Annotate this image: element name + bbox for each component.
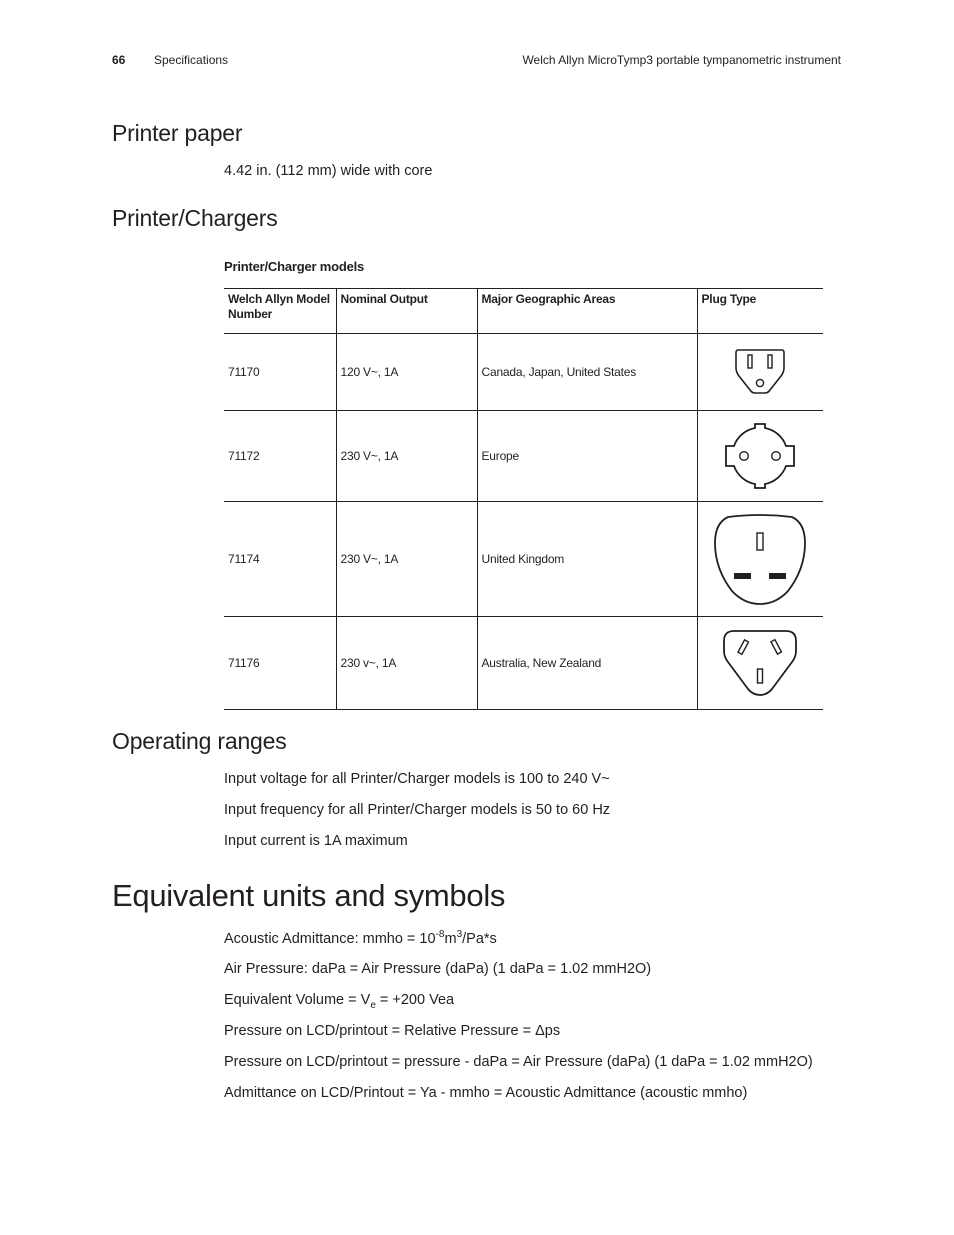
units-line: Pressure on LCD/printout = Relative Pressure = Δps	[224, 1023, 561, 1039]
model-number-cell: 71174	[224, 502, 336, 617]
acoustic-admittance-line	[224, 929, 497, 947]
table-row	[224, 617, 823, 710]
printer-paper-text: 4.42 in. (112 mm) wide with core	[224, 163, 433, 179]
operating-range-line: Input current is 1A maximum	[224, 833, 408, 849]
australia-plug-icon	[720, 627, 800, 699]
nominal-output-cell: 230 v~, 1A	[336, 617, 477, 710]
acoustic-admittance-suffix: /Pa*s	[462, 930, 497, 947]
europe-plug-icon	[719, 420, 801, 492]
plug-type-cell	[697, 617, 823, 710]
units-line: Admittance on LCD/Printout = Ya - mmho = Acoustic Admittance (acoustic mmho)	[224, 1085, 748, 1101]
running-document-title: Welch Allyn MicroTymp3 portable tympanometric instrument	[522, 53, 841, 67]
column-header: Major Geographic Areas	[477, 289, 697, 334]
equivalent-volume-suffix: = +200 Vea	[375, 992, 455, 1008]
acoustic-admittance-prefix: Acoustic Admittance: mmho = 10	[224, 930, 436, 947]
heading-printer-chargers: Printer/Chargers	[112, 205, 278, 231]
table-row	[224, 334, 823, 411]
table-header-row	[224, 289, 823, 334]
table-row	[224, 411, 823, 502]
model-number-cell: 71172	[224, 411, 336, 502]
running-section-title: Specifications	[154, 53, 229, 67]
heading-equivalent-units: Equivalent units and symbols	[112, 878, 506, 913]
exponent: -8	[435, 929, 445, 940]
table-row	[224, 502, 823, 617]
subscript: e	[370, 999, 376, 1011]
exponent: 3	[456, 929, 463, 940]
table-caption: Printer/Charger models	[224, 259, 365, 274]
equivalent-volume-line	[224, 992, 454, 1011]
heading-operating-ranges: Operating ranges	[112, 728, 287, 754]
geographic-areas-cell: United Kingdom	[477, 502, 697, 617]
geographic-areas-cell: Australia, New Zealand	[477, 617, 697, 710]
plug-type-cell	[697, 334, 823, 411]
plug-type-cell	[697, 411, 823, 502]
nominal-output-cell: 230 V~, 1A	[336, 411, 477, 502]
unit-m: m	[444, 930, 457, 947]
air-pressure-line: Air Pressure: daPa = Air Pressure (daPa) (1 daPa = 1.02 mmH2O)	[224, 961, 652, 977]
geographic-areas-cell: Canada, Japan, United States	[477, 334, 697, 411]
column-header: Plug Type	[697, 289, 823, 334]
heading-printer-paper: Printer paper	[112, 120, 243, 146]
plug-type-cell	[697, 502, 823, 617]
operating-range-line: Input voltage for all Printer/Charger models is 100 to 240 V~	[224, 771, 610, 787]
operating-range-line: Input frequency for all Printer/Charger models is 50 to 60 Hz	[224, 802, 611, 818]
equivalent-volume-prefix: Equivalent Volume = V	[224, 992, 371, 1008]
column-header: Nominal Output	[336, 289, 477, 334]
uk-plug-icon	[712, 511, 808, 607]
us-plug-icon	[732, 346, 788, 398]
nominal-output-cell: 120 V~, 1A	[336, 334, 477, 411]
nominal-output-cell: 230 V~, 1A	[336, 502, 477, 617]
model-number-cell: 71170	[224, 334, 336, 411]
geographic-areas-cell: Europe	[477, 411, 697, 502]
units-line: Pressure on LCD/printout = pressure - daPa = Air Pressure (daPa) (1 daPa = 1.02 mmH2O)	[224, 1054, 813, 1070]
column-header: Welch Allyn Model Number	[224, 289, 336, 334]
model-number-cell: 71176	[224, 617, 336, 710]
printer-charger-table	[224, 288, 823, 710]
page-number: 66	[112, 53, 126, 67]
